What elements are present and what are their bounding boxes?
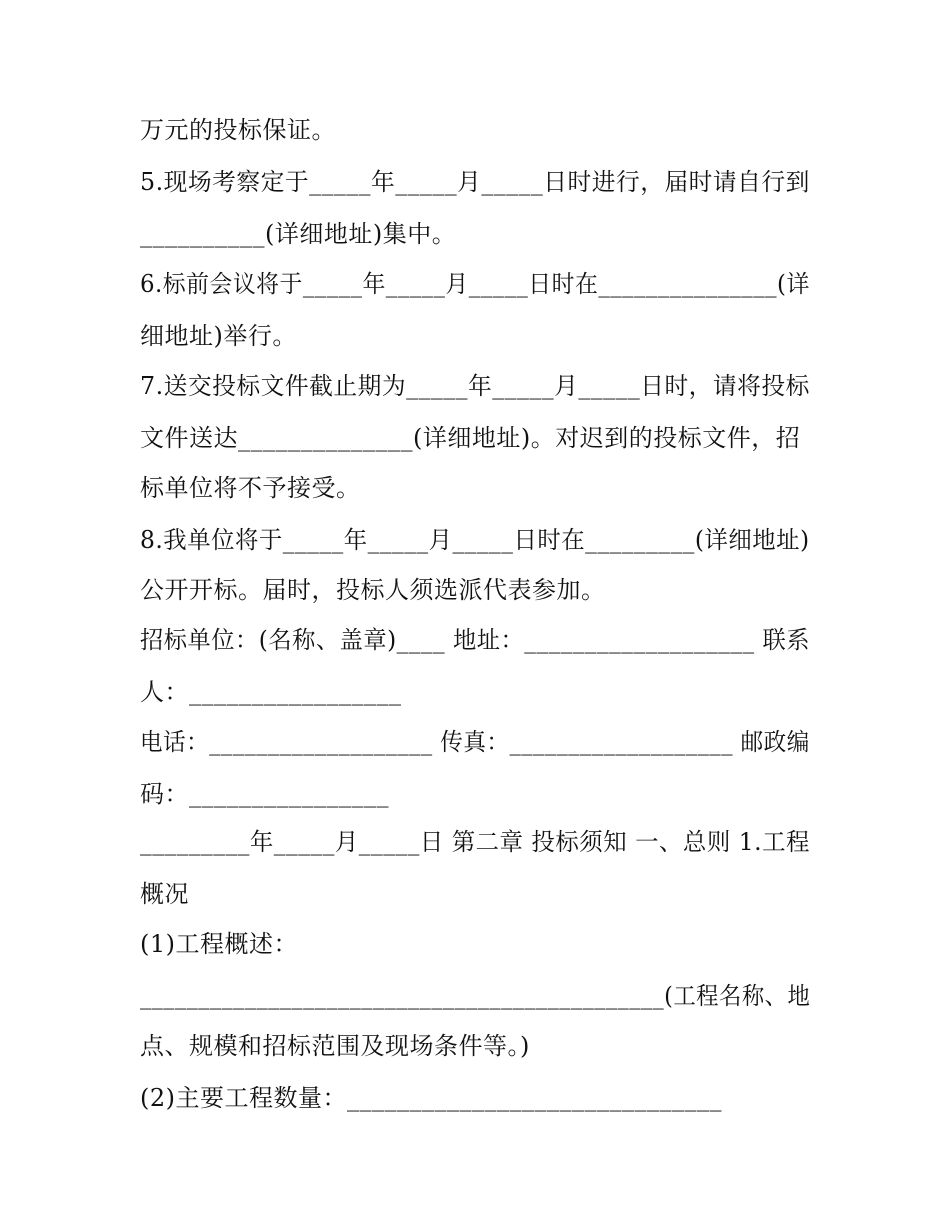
text-line: 文件送达______________(详细地址)。对迟到的投标文件，招	[140, 424, 801, 452]
text-line: 6.标前会议将于_____年_____月_____日时在_______________(详	[140, 270, 810, 298]
text-line: (1)工程概述：	[140, 930, 298, 958]
text-line: 招标单位：(名称、盖章)____ 地址：___________________ 联系	[140, 626, 810, 654]
text-line: 点、规模和招标范围及现场条件等。)	[140, 1032, 530, 1060]
text-line: 电话：___________________ 传真：___________________ 邮政编	[140, 728, 810, 756]
text-line: 万元的投标保证。	[140, 116, 336, 144]
text-line: 8.我单位将于_____年_____月_____日时在_________(详细地址)	[140, 526, 810, 554]
text-line: __________(详细地址)集中。	[140, 220, 457, 248]
text-line: 码：________________	[140, 780, 389, 808]
text-line: _____________________________________________(工程名称、地	[140, 982, 811, 1010]
text-line: 5.现场考察定于_____年_____月_____日时进行，届时请自行到	[140, 168, 810, 196]
text-line: 概况	[140, 880, 189, 908]
text-line: 标单位将不予接受。	[140, 474, 361, 502]
text-line: (2)主要工程数量：______________________________	[140, 1084, 722, 1112]
text-line: _________年_____月_____日 第二章 投标须知 一、总则 1.工程	[140, 828, 810, 856]
text-line: 公开开标。届时，投标人须选派代表参加。	[140, 576, 606, 604]
text-line: 7.送交投标文件截止期为_____年_____月_____日时，请将投标	[140, 372, 810, 400]
text-line: 细地址)举行。	[140, 322, 297, 350]
text-line: 人：_________________	[140, 678, 402, 706]
